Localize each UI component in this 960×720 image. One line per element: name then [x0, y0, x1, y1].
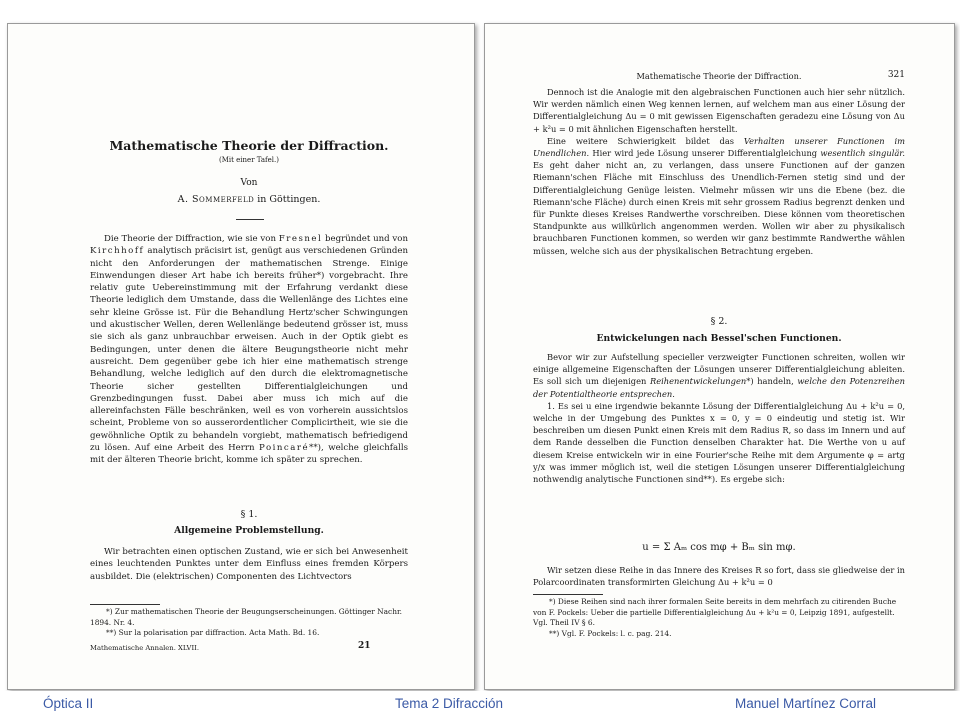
p2-text-3: Es geht daher nicht an, zu verlangen, dass unsere Functionen auf der ganzen Riemann'schen Fläche mit Einschluss des Unendlich-Fernen stetig sind und der Differentialgleichung Genüge leisten. Vielmehr müssen wir uns die Ebene (bez. die Riemann'sche Fläche) durch einen Kreis mit sehr grossem Radius begrenzt denken und für Punkte dieses Kreises Randwerthe vorschreiben. Diese können vom theoretischen Standpunkte aus willkürlich angenommen werden. Wollen wir aber zu physikalisch brauchbaren Functionen kommen, so werden wir ganz bestimmte Randwerthe wählen müssen, welche sich aus der physikalischen Betrachtung ergeben.: [533, 160, 905, 256]
right-footnote-2: **) Vgl. F. Pockels: l. c. pag. 214.: [549, 628, 672, 638]
author-place: in Göttingen.: [254, 194, 321, 205]
title-divider: [236, 219, 264, 220]
p2-italic-1: Verhalten unserer Functionen im Unendlichen.: [533, 135, 905, 159]
signature-number: 21: [358, 641, 371, 651]
section-1-paragraph: [90, 546, 408, 583]
section-2-number: § 2.: [710, 316, 728, 327]
von-label: Von: [240, 178, 258, 188]
right-footnote-1: *) Diese Reihen sind nach ihrer formalen Seite bereits in dem mehrfach zu citirenden Buche von F. Pockels: Ueber die partielle Differentialgleichung Δu + k²u = 0, Leipzig 1891, aufgestellt. Vgl. Theil IV § 6.: [533, 597, 897, 627]
p2-text-2: Hier wird jede Lösung unserer Differentialgleichung: [589, 148, 821, 159]
section-1-text: Wir betrachten einen optischen Zustand, wie er sich bei Anwesenheit eines leuchtenden Punktes unter dem Einfluss eines fremden Körpers ausbildet. Die (elektrischen) Componenten des Lichtvectors: [90, 547, 408, 582]
p2-text-1: Eine weitere Schwierigkeit bildet das: [547, 135, 744, 146]
journal-footer: Mathematische Annalen. XLVII.: [90, 644, 199, 652]
name-fresnel: Fresnel: [278, 234, 323, 244]
section-1-number: § 1.: [240, 509, 258, 520]
p2-italic-2: wesentlich singulär.: [820, 148, 905, 159]
fourier-series-formula: u = Σ Aₘ cos mφ + Bₘ sin mφ.: [642, 542, 796, 553]
paragraph-3: [533, 351, 905, 400]
footer-author: Manuel Martínez Corral: [735, 696, 877, 711]
paragraph-1: Dennoch ist die Analogie mit den algebraischen Functionen auch hier sehr nützlich. Wir werden nämlich einen Weg kennen lernen, auf welchem man aus einer Lösung der Differentialgleichung Δu = 0 mit gewissen Eigenschaften geradezu eine Lösung von Δu + k²u = 0 mit ähnlichen Eigenschaften herstellt.: [533, 87, 905, 134]
paragraph-4: 1. Es sei u eine irgendwie bekannte Lösung der Differentialgleichung Δu + k²u = 0, welche in der Umgebung des Punktes x = 0, y = 0 eindeutig und stetig ist. Wir beschreiben um diesen Punkt einen Kreis mit dem Radius R, so dass im Innern und auf dem Rande desselben die Function denselben Charakter hat. Die Werthe von u auf diesem Kreise entwickeln wir in eine Fourier'sche Reihe mit dem Argumente φ = artg y/x was immer möglich ist, weil die stetigen Lösungen unserer Differentialgleichung nothwendig analytische Functionen sind**). Es ergebe sich:: [533, 400, 905, 485]
right-body-top: [533, 86, 905, 257]
paper-title: Mathematische Theorie der Diffraction.: [109, 138, 389, 153]
intro-text-2: begründet und von: [322, 234, 408, 244]
author-line: [90, 194, 408, 205]
running-head: Mathematische Theorie der Diffraction.: [636, 71, 802, 81]
footer-course: Óptica II: [43, 696, 94, 711]
p3-italic-1: Reihenentwickelungen: [649, 376, 747, 387]
p3-text-2: *) handeln,: [746, 376, 798, 387]
footer-topic: Tema 2 Difracción: [395, 696, 504, 711]
name-poincare: Poincaré: [259, 443, 310, 454]
section-2-title: Entwickelungen nach Bessel'schen Functionen.: [596, 333, 842, 344]
left-scanned-page: [7, 23, 475, 690]
intro-text-3: analytisch präcisirt ist, genügt aus verschiedenen Gründen nicht den Anforderungen der mathematischen Strenge. Einige Einwendungen dieser Art habe ich bereits früher*) vorgebracht. Ihre relativ gute Uebereinstimmung mit der Erfahrung verdankt diese Theorie lediglich dem Umstande, dass die Wellenlänge des Lichtes eine sehr kleine Grösse ist. Für die Behandlung Hertz'scher Schwingungen und akustischer Wellen, deren Wellenlänge bedeutend grösser ist, muss sie sich als ganz unbrauchbar erweisen. Auch in der Optik giebt es Bedingungen, unter denen die ältere Beugungstheorie nicht mehr ausreicht. Dem gegenüber gebe ich hier eine mathematisch strenge Behandlung, welche lediglich auf den durch die elektromagnetische Theorie sicher gestellten Differentialgleichungen und Grenzbedingungen fusst. Dabei aber muss ich mich auf die allereinfachsten Fälle beschränken, weil es von vorherein aussichtslos scheint, Probleme von so ausserordentlicher Complicirtheit, wie sie die gewöhnliche Optik zu behandeln vorgiebt, mathematisch befriedigend zu lösen. Auf eine Arbeit des Herrn: [90, 246, 408, 454]
left-footnotes: [90, 607, 408, 639]
intro-text-1: Die Theorie der Diffraction, wie sie von: [104, 234, 279, 244]
author-name: A. Sommerfeld: [177, 194, 255, 205]
footnote-2: **) Sur la polarisation par diffraction. Acta Math. Bd. 16.: [106, 628, 320, 637]
right-footnote-divider: [533, 594, 603, 595]
page-number: 321: [887, 70, 905, 80]
footnote-1: *) Zur mathematischen Theorie der Beugungserscheinungen. Göttinger Nachr. 1894. Nr. 4.: [90, 607, 403, 627]
p3-text-1: Bevor wir zur Aufstellung specieller verzweigter Functionen schreiten, wollen wir einige allgemeine Eigenschaften der Lösungen unserer Differentialgleichung ableiten. Es soll sich um diejenigen: [533, 352, 905, 387]
section-1-title: Allgemeine Problemstellung.: [174, 525, 324, 536]
paper-subtitle: (Mit einer Tafel.): [218, 156, 279, 164]
name-kirchhoff: Kirchhoff: [90, 246, 145, 257]
right-body-bottom: [533, 564, 905, 588]
intro-text-4: **), welche gleichfalls mit der älteren Theorie bricht, komme ich später zu sprechen.: [90, 443, 408, 466]
right-footnotes: [533, 597, 905, 639]
p3-italic-2: welche den Potenzreihen der Potentialtheorie entsprechen.: [533, 376, 906, 399]
right-body-section-2: [533, 351, 905, 485]
paragraph-2: [533, 135, 905, 257]
paragraph-5: Wir setzen diese Reihe in das Innere des Kreises R so fort, dass sie gliedweise der in Polarcoordinaten transformirten Gleichung Δu + k²u = 0: [533, 565, 905, 588]
right-scanned-page: [484, 23, 955, 690]
slide-footer-bar: [0, 691, 960, 720]
footnote-divider: [90, 604, 160, 605]
intro-paragraph: [90, 233, 408, 467]
